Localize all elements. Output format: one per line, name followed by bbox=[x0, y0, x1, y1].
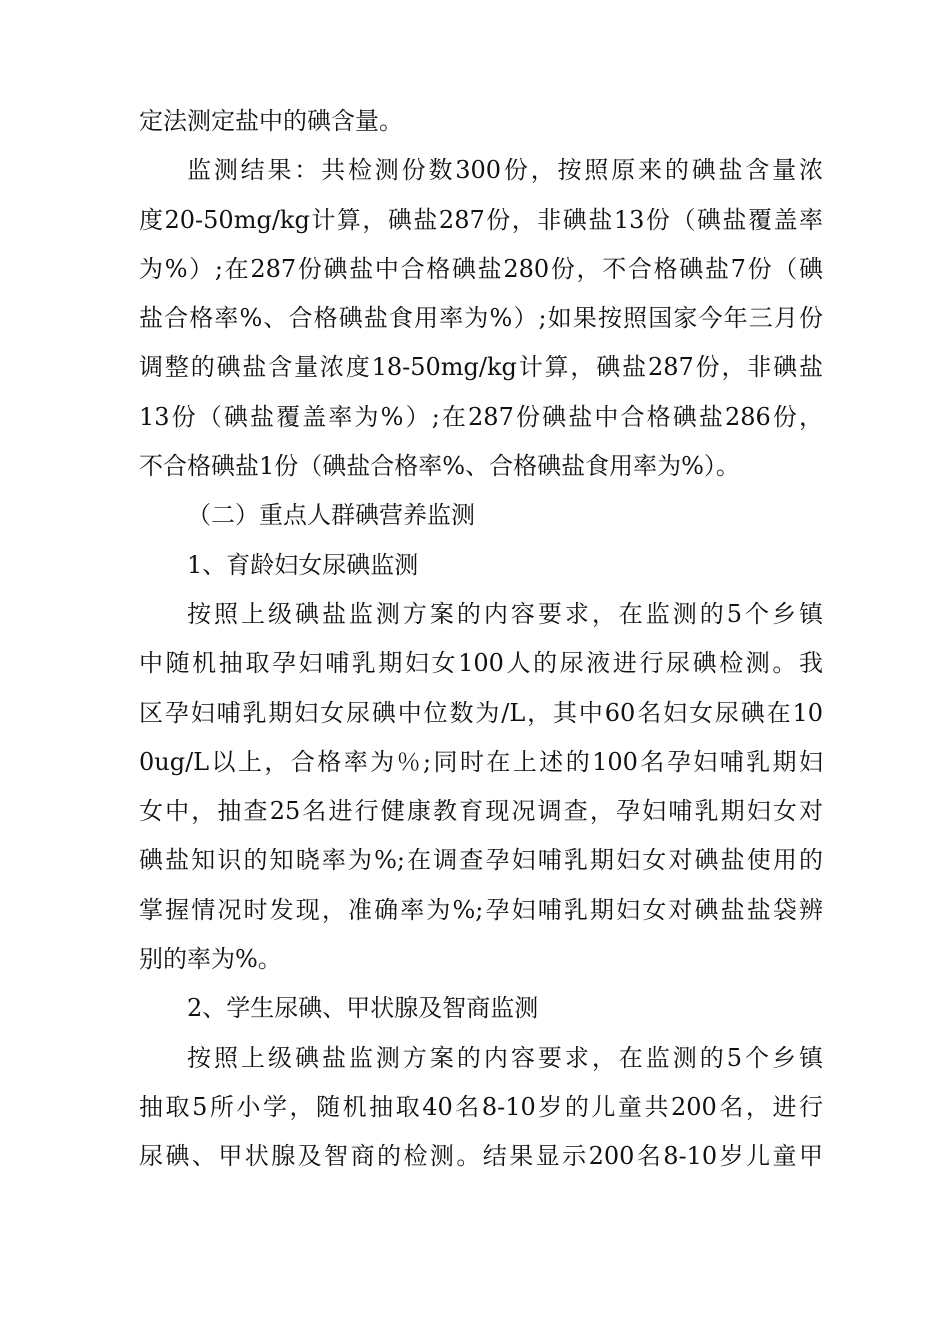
text-line: 定法测定盐中的碘含量。 bbox=[139, 107, 403, 135]
text-line: 0ug/L以上，合格率为％;同时在上述的100名孕妇哺乳期妇 bbox=[139, 747, 823, 776]
section-heading: （二）重点人群碘营养监测 bbox=[187, 501, 475, 530]
text-line: 中随机抽取孕妇哺乳期妇女100人的尿液进行尿碘检测。我 bbox=[139, 649, 823, 678]
text-line: 不合格碘盐1份（碘盐合格率%、合格碘盐食用率为%）。 bbox=[139, 452, 740, 481]
text-line: 监测结果：共检测份数300份，按照原来的碘盐含量浓 bbox=[187, 156, 823, 185]
text-line: 别的率为%。 bbox=[139, 945, 282, 974]
text-line: 调整的碘盐含量浓度18-50mg/kg计算，碘盐287份，非碘盐 bbox=[139, 353, 823, 382]
text-line: 尿碘、甲状腺及智商的检测。结果显示200名8-10岁儿童甲 bbox=[139, 1142, 823, 1171]
text-line: 按照上级碘盐监测方案的内容要求，在监测的5个乡镇 bbox=[187, 1043, 823, 1072]
body-text bbox=[139, 97, 823, 1182]
text-line: 为%）;在287份碘盐中合格碘盐280份，不合格碘盐7份（碘 bbox=[139, 254, 823, 283]
text-line: 女中，抽查25名进行健康教育现况调查，孕妇哺乳期妇女对 bbox=[139, 797, 823, 826]
text-line: 13份（碘盐覆盖率为%）;在287份碘盐中合格碘盐286份， bbox=[139, 402, 823, 431]
text-line: 碘盐知识的知晓率为%;在调查孕妇哺乳期妇女对碘盐使用的 bbox=[139, 846, 823, 875]
text-line: 抽取5所小学，随机抽取40名8-10岁的儿童共200名，进行 bbox=[139, 1092, 823, 1121]
section-heading: 1、育龄妇女尿碘监测 bbox=[187, 550, 419, 579]
section-heading: 2、学生尿碘、甲状腺及智商监测 bbox=[187, 994, 539, 1023]
text-line: 度20-50mg/kg计算，碘盐287份，非碘盐13份（碘盐覆盖率 bbox=[139, 205, 823, 234]
text-line: 掌握情况时发现，准确率为%;孕妇哺乳期妇女对碘盐盐袋辨 bbox=[139, 895, 823, 924]
text-line: 盐合格率%、合格碘盐食用率为%）;如果按照国家今年三月份 bbox=[139, 304, 823, 333]
text-line: 区孕妇哺乳期妇女尿碘中位数为/L，其中60名妇女尿碘在10 bbox=[139, 698, 823, 727]
text-line: 按照上级碘盐监测方案的内容要求，在监测的5个乡镇 bbox=[187, 599, 823, 628]
